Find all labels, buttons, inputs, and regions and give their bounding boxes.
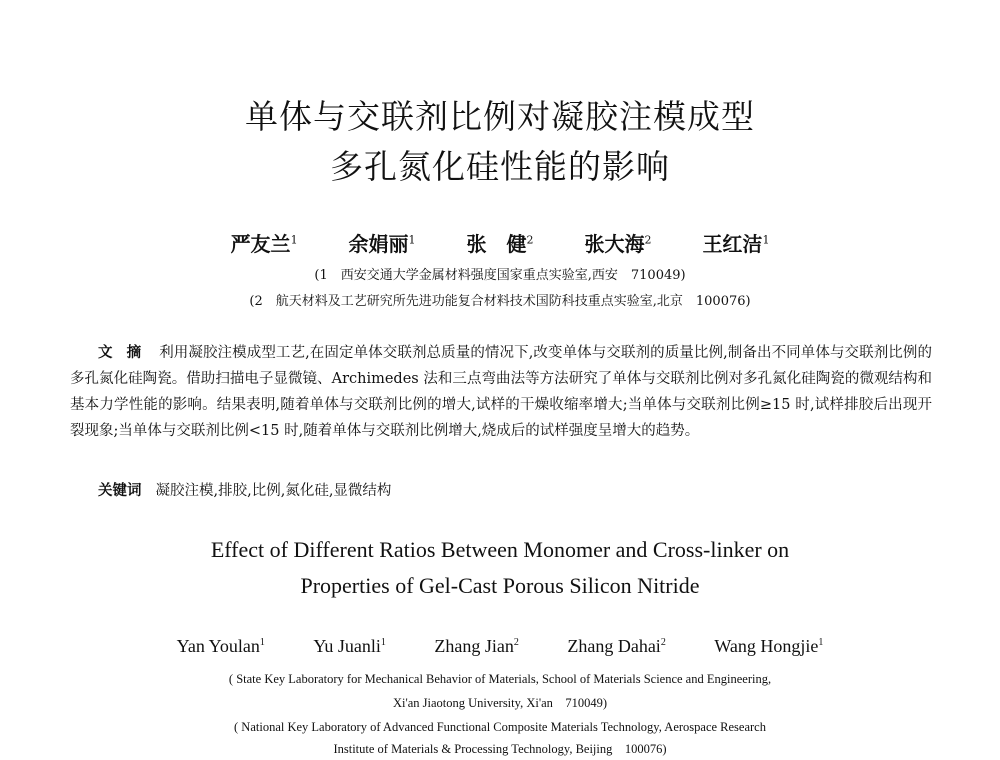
- author-affiliation-mark: 1: [380, 637, 386, 648]
- author-name: 严友兰: [230, 232, 291, 256]
- author-affiliation-mark: 2: [644, 233, 652, 247]
- author-affiliation-mark: 1: [818, 637, 824, 648]
- chinese-author: [584, 228, 651, 257]
- english-author-list: [0, 636, 1000, 657]
- english-author: [714, 636, 823, 657]
- keywords-text: 凝胶注模,排胶,比例,氮化硅,显微结构: [155, 483, 392, 499]
- abstract-text: 利用凝胶注模成型工艺,在固定单体交联剂总质量的情况下,改变单体与交联剂的质量比例,制备出不同单体与交联剂比例的多孔氮化硅陶瓷。借助扫描电子显微镜、Archimedes 法和三点弯曲法等方法研究了单体与交联剂比例对多孔氮化硅陶瓷的微观结构和基本力学性能的影响。结果表明,随着单体与交联剂比例的增大,试样的干燥收缩率增大;当单体与交联剂比例≥15 时,试样排胶后出现开裂现象;当单体与交联剂比例<15 时,随着单体与交联剂比例增大,烧成后的试样强度呈增大的趋势。: [70, 345, 932, 439]
- chinese-author: [349, 228, 416, 257]
- author-name: Yu Juanli: [313, 636, 381, 656]
- author-name: Zhang Jian: [434, 636, 514, 656]
- author-affiliation-mark: 1: [408, 233, 416, 247]
- english-title-line-2: Properties of Gel-Cast Porous Silicon Nitride: [300, 573, 700, 598]
- author-name: 余娟丽: [348, 232, 409, 256]
- abstract-label: 文摘: [98, 344, 156, 361]
- english-author: [434, 636, 518, 657]
- chinese-keywords: [98, 478, 391, 504]
- author-affiliation-mark: 1: [762, 233, 770, 247]
- author-affiliation-mark: 1: [259, 637, 265, 648]
- chinese-title: [0, 92, 1000, 192]
- chinese-author: [231, 228, 298, 257]
- english-title-line-1: Effect of Different Ratios Between Monomer and Cross-linker on: [210, 537, 790, 562]
- author-affiliation-mark: 2: [660, 637, 666, 648]
- author-name: 张大海: [584, 232, 645, 256]
- chinese-title-line-1: 单体与交联剂比例对凝胶注模成型: [245, 97, 755, 136]
- author-affiliation-mark: 1: [290, 233, 298, 247]
- keywords-label: 关键词: [98, 482, 142, 499]
- english-affiliation-2-line-1: ( National Key Laboratory of Advanced Functional Composite Materials Technology, Aerospace Research: [234, 720, 766, 734]
- chinese-abstract: [70, 340, 932, 444]
- english-affiliation-2-line-2: Institute of Materials & Processing Technology, Beijing 100076): [333, 742, 667, 756]
- author-name: Zhang Dahai: [567, 636, 661, 656]
- english-author: [313, 636, 386, 657]
- english-author: [177, 636, 265, 657]
- author-name: Yan Youlan: [176, 636, 260, 656]
- chinese-affiliation-2: (2 航天材料及工艺研究所先进功能复合材料技术国防科技重点实验室,北京 100076): [249, 294, 751, 309]
- author-affiliation-mark: 2: [513, 637, 519, 648]
- english-author: [567, 636, 665, 657]
- english-affiliation-1-line-2: Xi'an Jiaotong University, Xi'an 710049): [392, 696, 608, 710]
- author-name: 王红洁: [702, 232, 763, 256]
- author-name: 张 健: [466, 232, 527, 256]
- english-title: [0, 532, 1000, 604]
- chinese-title-line-2: 多孔氮化硅性能的影响: [330, 147, 670, 186]
- chinese-author-list: [0, 228, 1000, 257]
- english-affiliation-1-line-1: ( State Key Laboratory for Mechanical Behavior of Materials, School of Materials Science and Engineering,: [228, 672, 772, 686]
- chinese-author: [467, 228, 534, 257]
- chinese-affiliation-1: (1 西安交通大学金属材料强度国家重点实验室,西安 710049): [314, 268, 686, 283]
- author-name: Wang Hongjie: [714, 636, 819, 656]
- author-affiliation-mark: 2: [526, 233, 534, 247]
- chinese-author: [702, 228, 769, 257]
